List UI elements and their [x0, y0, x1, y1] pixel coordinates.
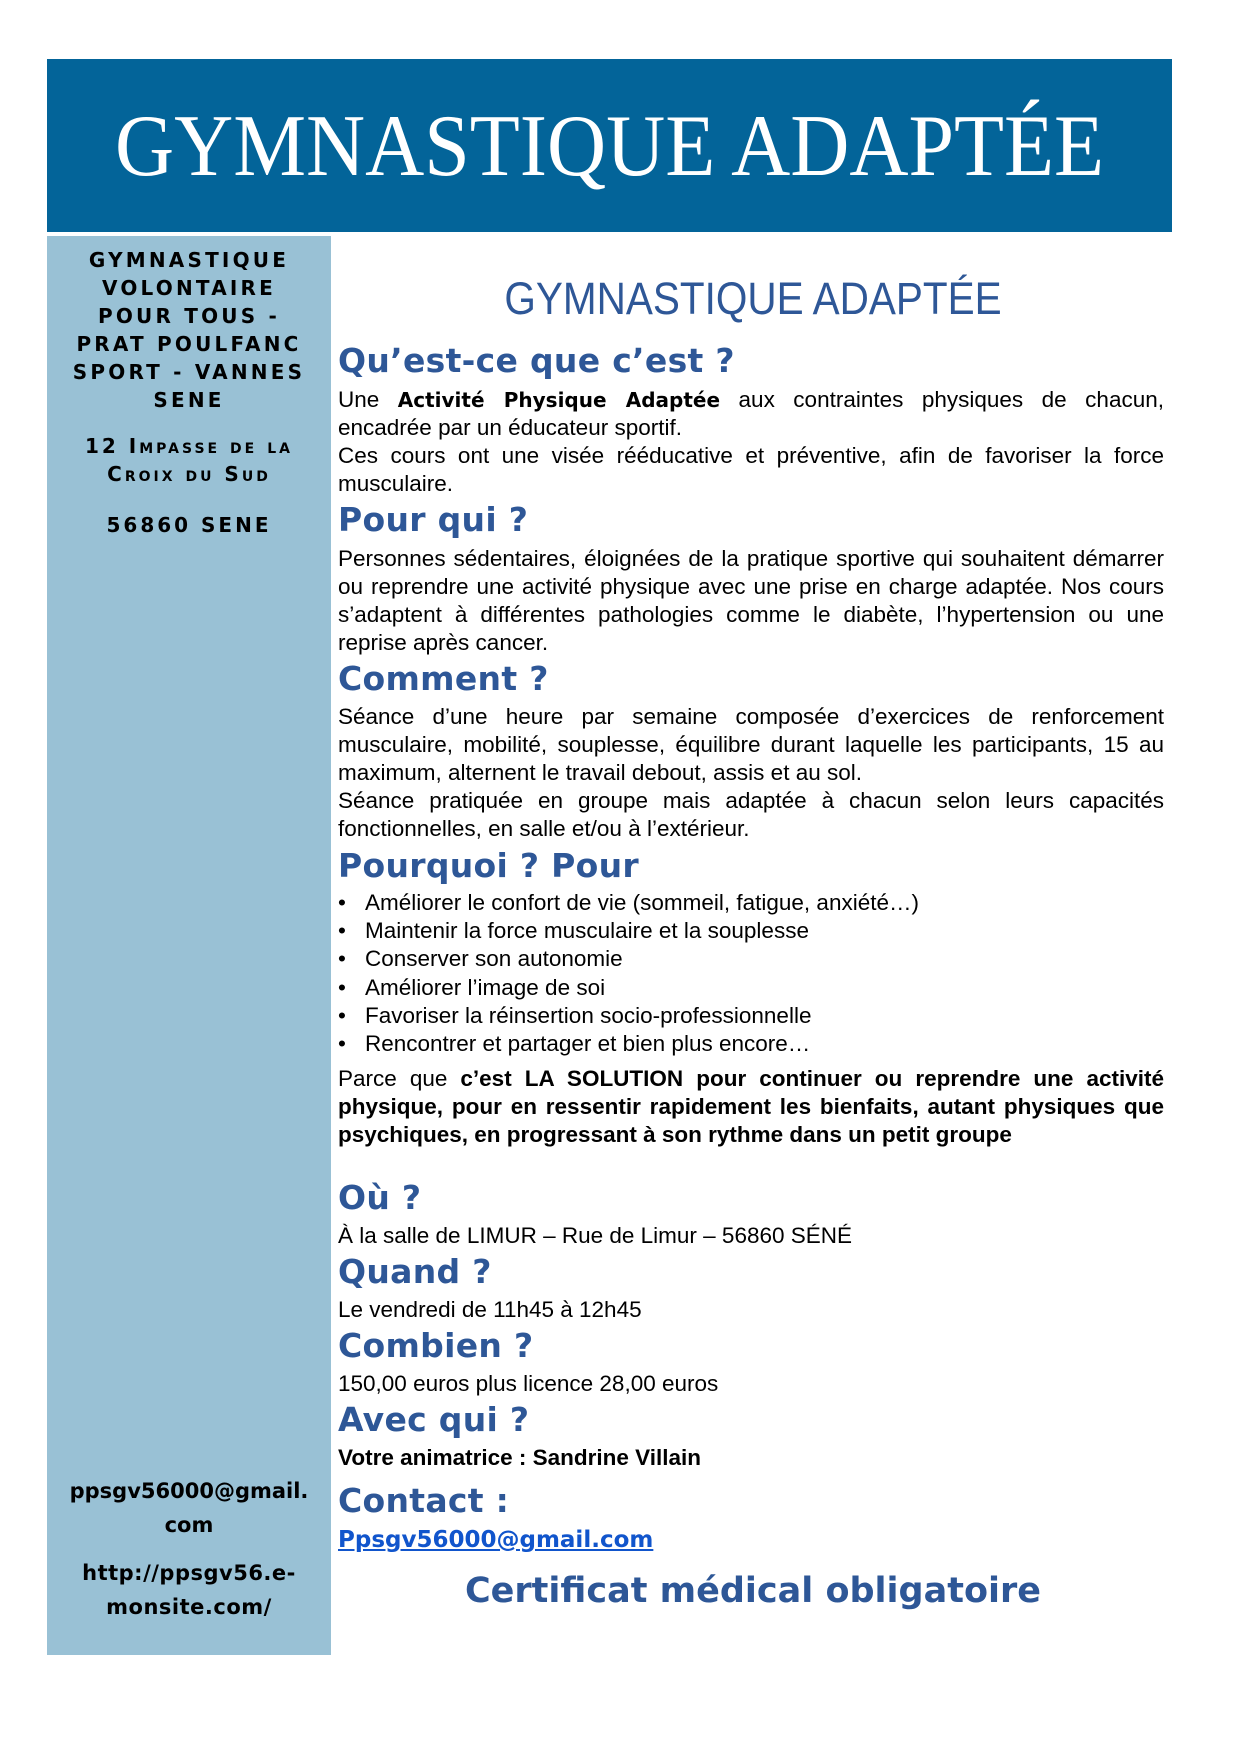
heading-how: Comment ? [338, 659, 549, 698]
banner-title: GYMNASTIQUE ADAPTÉE [115, 98, 1104, 195]
what-paragraph [338, 386, 1164, 498]
how-paragraph [338, 703, 1164, 843]
heading-who: Pour qui ? [338, 500, 529, 539]
bullet-icon: • [338, 890, 346, 915]
list-item [338, 1030, 919, 1058]
how-paragraph-1: Séance d’une heure par semaine composée d’exercices de renforcement musculaire, mobilité, souplesse, équilibre durant laquelle les participants, 15 au maximum, alternent le travail debout, assis et au sol. [338, 704, 1164, 785]
bullet-icon: • [338, 1031, 346, 1057]
org-line: VOLONTAIRE [102, 276, 276, 300]
how-paragraph-2: Séance pratiquée en groupe mais adaptée à chacun selon leurs capacités fonctionnelles, en salle et/ou à l’extérieur. [338, 788, 1164, 841]
where-text: À la salle de LIMUR – Rue de Limur – 56860 SÉNÉ [338, 1223, 853, 1248]
list-item-text: Favoriser la réinsertion socio-professionnelle [365, 1002, 812, 1028]
text: Une [338, 387, 398, 412]
org-line: POUR TOUS - [97, 304, 281, 328]
bullet-icon: • [338, 946, 346, 972]
list-item [338, 917, 919, 945]
bold-text: c’est LA SOLUTION pour continuer ou reprendre une activité physique, pour en ressentir rapidement les bienfaits, autant physiques que psychiques, en progressant à son rythme dans un petit groupe [338, 1066, 1164, 1147]
sidebar-email [47, 1474, 331, 1542]
contact-email-link[interactable]: Ppsgv56000@gmail.com [338, 1527, 654, 1553]
list-item-text: Améliorer le confort de vie (sommeil, fatigue, anxiété…) [365, 890, 919, 915]
org-line: GYMNASTIQUE [88, 248, 290, 272]
website-line: monsite.com/ [106, 1595, 272, 1619]
when-text: Le vendredi de 11h45 à 12h45 [338, 1297, 642, 1322]
bold-text: Activité Physique Adaptée [397, 388, 721, 412]
list-item [338, 1002, 919, 1030]
address-line: Croix du Sud [107, 462, 271, 486]
instructor-text: Votre animatrice : Sandrine Villain [338, 1445, 702, 1470]
what-paragraph-2: Ces cours ont une visée rééducative et préventive, afin de favoriser la force musculaire. [338, 443, 1164, 496]
who-paragraph: Personnes sédentaires, éloignées de la pratique sportive qui souhaitent démarrer ou reprendre une activité physique avec une prise en charge adaptée. Nos cours s’adaptent à différentes pathologies comme le diabète, l’hypertension ou une reprise après cancer. [338, 546, 1164, 655]
org-line: SENE [153, 388, 225, 412]
heading-what: Qu’est-ce que c’est ? [338, 341, 735, 380]
benefits-list [338, 889, 919, 1058]
heading-with: Avec qui ? [338, 1400, 530, 1439]
price-text: 150,00 euros plus licence 28,00 euros [338, 1371, 719, 1396]
city: 56860 SENE [106, 513, 272, 537]
street-address [47, 432, 331, 488]
page-title: GYMNASTIQUE ADAPTÉE [504, 273, 1002, 324]
heading-price: Combien ? [338, 1326, 534, 1365]
bullet-icon: • [338, 918, 346, 944]
list-item-text: Conserver son autonomie [365, 946, 623, 972]
contact-line [338, 1526, 1164, 1554]
list-item-text: Rencontrer et partager et bien plus encore… [365, 1031, 811, 1057]
medical-certificate-note: Certificat médical obligatoire [465, 1571, 1041, 1611]
list-item-text: Maintenir la force musculaire et la souplesse [365, 918, 809, 944]
heading-contact: Contact : [338, 1481, 510, 1520]
sidebar-website [47, 1556, 331, 1624]
sidebar [47, 236, 331, 1655]
email-line: ppsgv56000@gmail. [69, 1479, 309, 1503]
list-item [338, 974, 919, 1002]
heading-when: Quand ? [338, 1252, 492, 1291]
address-line: 12 Impasse de la [85, 434, 293, 458]
list-item-text: Améliorer l’image de soi [365, 974, 606, 1000]
list-item [338, 889, 919, 917]
website-line: http://ppsgv56.e- [82, 1561, 296, 1585]
email-line: com [164, 1513, 214, 1537]
list-item [338, 945, 919, 973]
org-line: PRAT POULFANC [76, 332, 302, 356]
heading-where: Où ? [338, 1178, 422, 1217]
organization-name [47, 246, 331, 414]
text: Parce que [338, 1066, 461, 1091]
bullet-icon: • [338, 1002, 346, 1028]
title-banner [47, 59, 1172, 232]
heading-why: Pourquoi ? Pour [338, 846, 639, 885]
text: aux contraintes physiques de chacun, encadrée par un éducateur sportif. [338, 387, 1164, 440]
org-line: SPORT - VANNES [72, 360, 306, 384]
conclusion-paragraph [338, 1065, 1164, 1149]
bullet-icon: • [338, 974, 346, 1000]
